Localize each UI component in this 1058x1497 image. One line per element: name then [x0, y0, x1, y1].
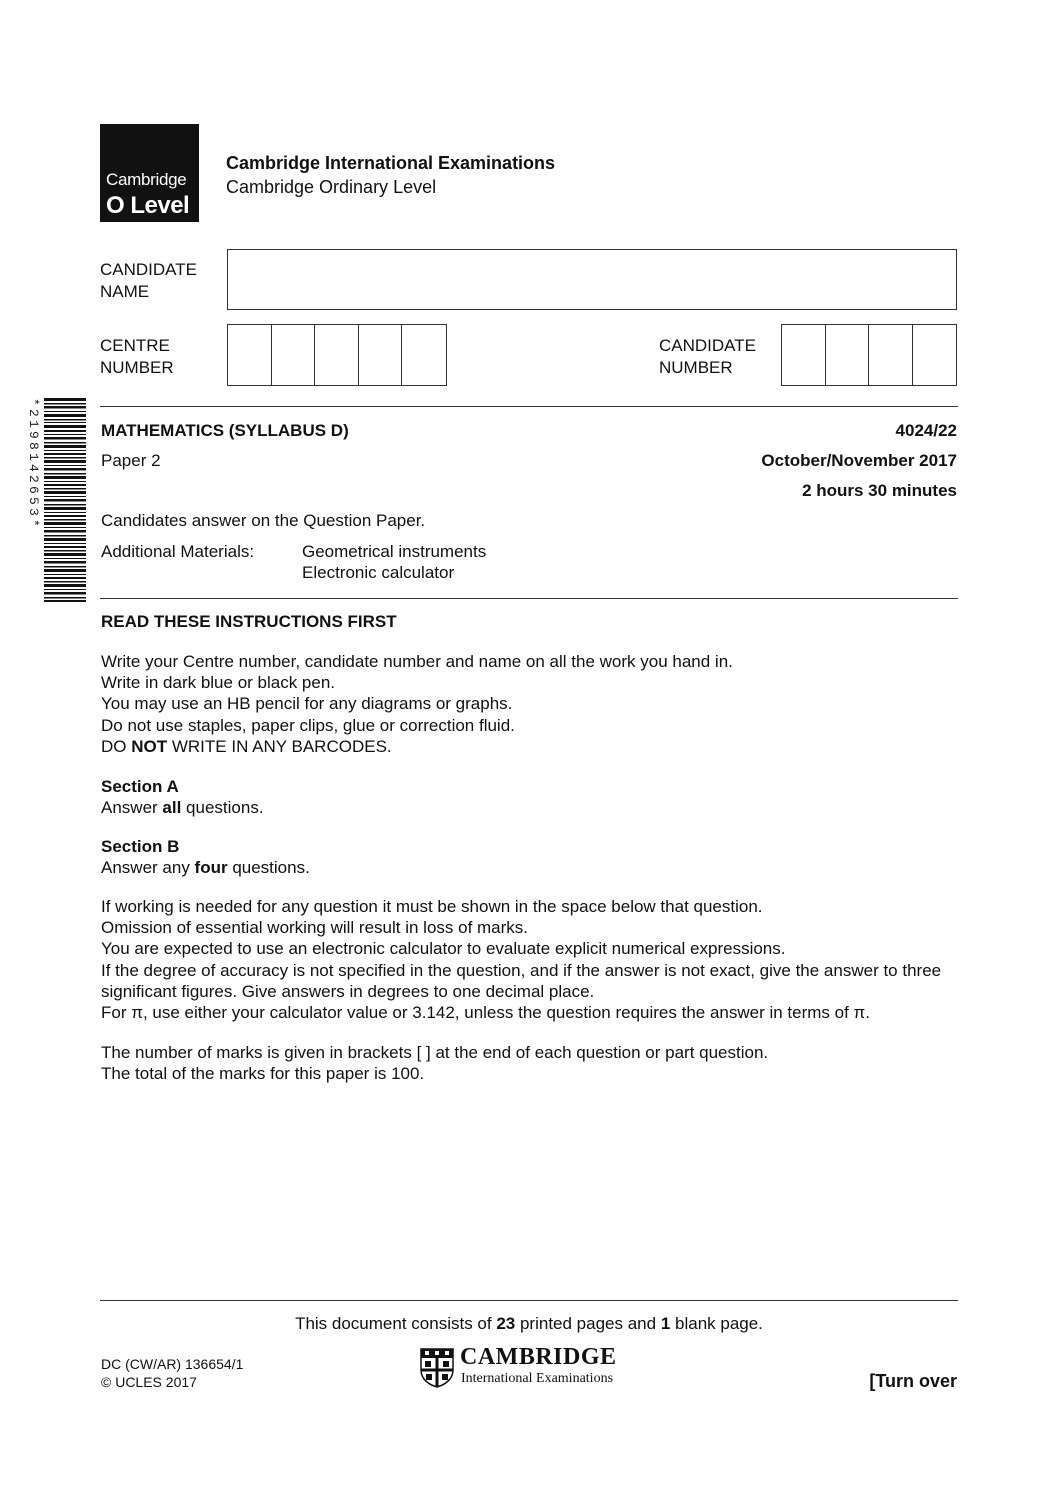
- candidate-number-boxes[interactable]: [781, 324, 957, 386]
- exam-duration: 2 hours 30 minutes: [802, 481, 957, 500]
- material-item: Electronic calculator: [302, 563, 455, 582]
- divider-bottom: [100, 1300, 958, 1301]
- section-b-bold: four: [194, 858, 228, 878]
- materials-label: Additional Materials:: [101, 542, 255, 561]
- subject-title: MATHEMATICS (SYLLABUS D): [101, 421, 349, 440]
- candidate-name-label-line2: NAME: [100, 282, 150, 301]
- candidate-number-cell[interactable]: [782, 325, 826, 385]
- section-b: [101, 836, 961, 878]
- centre-number-label: [100, 335, 174, 379]
- centre-number-cell[interactable]: [315, 325, 359, 385]
- candidate-name-label: [100, 259, 197, 303]
- barcode-instruction-pre: DO: [101, 736, 132, 756]
- working-instructions: [101, 896, 959, 1023]
- document-ref: DC (CW/AR) 136654/1: [101, 1356, 244, 1372]
- material-item: Geometrical instruments: [302, 542, 487, 561]
- centre-number-cell[interactable]: [359, 325, 403, 385]
- centre-number-cell[interactable]: [402, 325, 446, 385]
- page-count-pre: This document consists of: [295, 1314, 497, 1333]
- org-subtitle: Cambridge Ordinary Level: [226, 177, 437, 197]
- marks-line: The number of marks is given in brackets [ ] at the end of each question or part question.: [101, 1043, 769, 1062]
- section-a-bold: all: [162, 798, 182, 818]
- working-line: You are expected to use an electronic calculator to evaluate explicit numerical expressions.: [101, 939, 786, 959]
- centre-number-label-line2: NUMBER: [100, 358, 174, 377]
- section-a-post: questions.: [181, 798, 264, 818]
- marks-info: [101, 1042, 961, 1084]
- centre-number-label-line1: CENTRE: [100, 336, 170, 355]
- org-title: Cambridge International Examinations: [226, 153, 556, 173]
- exam-session: October/November 2017: [761, 451, 957, 470]
- cambridge-crest-icon: [420, 1348, 454, 1388]
- cambridge-wordmark-sub: International Examinations: [461, 1371, 614, 1386]
- page-count-mid: printed pages and: [515, 1314, 661, 1333]
- turn-over: [Turn over: [869, 1371, 957, 1391]
- marks-line: The total of the marks for this paper is 100.: [101, 1064, 425, 1084]
- section-b-post: questions.: [227, 858, 310, 878]
- candidate-number-cell[interactable]: [913, 325, 956, 385]
- copyright: © UCLES 2017: [101, 1374, 197, 1390]
- candidate-number-label-line1: CANDIDATE: [659, 336, 756, 355]
- candidate-name-field[interactable]: [227, 249, 957, 310]
- working-line: If working is needed for any question it must be shown in the space below that question.: [101, 897, 763, 916]
- logo-line1: Cambridge: [106, 170, 187, 189]
- paper-code: 4024/22: [895, 421, 957, 440]
- paper-number: Paper 2: [101, 451, 161, 470]
- candidate-number-label: [659, 335, 756, 379]
- section-b-pre: Answer any: [101, 858, 195, 878]
- section-b-title: Section B: [101, 837, 180, 856]
- instructions-heading: READ THESE INSTRUCTIONS FIRST: [101, 612, 397, 631]
- divider-top: [100, 406, 958, 407]
- blank-page-number: 1: [660, 1314, 671, 1333]
- instruction-line-barcodes: [101, 736, 961, 757]
- logo-line2: O Level: [106, 192, 190, 219]
- general-instructions: [101, 651, 961, 757]
- instruction-line: Do not use staples, paper clips, glue or correction fluid.: [101, 715, 515, 735]
- barcode-instruction-post: WRITE IN ANY BARCODES.: [167, 736, 392, 756]
- page-count-post: blank page.: [670, 1314, 763, 1333]
- candidate-number-cell[interactable]: [869, 325, 913, 385]
- working-line: Omission of essential working will result in loss of marks.: [101, 918, 529, 938]
- section-a-pre: Answer: [101, 798, 163, 818]
- cambridge-o-level-logo: [100, 124, 199, 222]
- centre-number-boxes[interactable]: [227, 324, 447, 386]
- candidate-name-label-line1: CANDIDATE: [100, 260, 197, 279]
- candidate-number-cell[interactable]: [826, 325, 870, 385]
- working-line: If the degree of accuracy is not specified in the question, and if the answer is not exact, give the answer to three significant figures. Give answers in degrees to one decimal place.: [101, 960, 942, 1001]
- instruction-line: You may use an HB pencil for any diagrams or graphs.: [101, 694, 513, 714]
- barcode-number: *2198142653*: [26, 398, 41, 531]
- answer-on-text: Candidates answer on the Question Paper.: [101, 511, 426, 530]
- centre-number-cell[interactable]: [228, 325, 272, 385]
- candidate-number-label-line2: NUMBER: [659, 358, 733, 377]
- barcode: [44, 398, 86, 602]
- working-line: For π, use either your calculator value or 3.142, unless the question requires the answer in terms of π.: [101, 1003, 871, 1023]
- section-a-title: Section A: [101, 777, 179, 796]
- section-a: [101, 776, 961, 818]
- section-b-text: [101, 857, 961, 878]
- instruction-line: Write your Centre number, candidate number and name on all the work you hand in.: [101, 652, 733, 671]
- centre-number-cell[interactable]: [272, 325, 316, 385]
- page-count-number: 23: [496, 1314, 516, 1333]
- section-a-text: [101, 797, 961, 818]
- barcode-instruction-bold: NOT: [131, 736, 168, 756]
- divider-middle: [100, 598, 958, 599]
- cambridge-wordmark: CAMBRIDGE: [460, 1344, 617, 1370]
- page-count-line: [0, 1314, 1058, 1334]
- instruction-line: Write in dark blue or black pen.: [101, 673, 336, 693]
